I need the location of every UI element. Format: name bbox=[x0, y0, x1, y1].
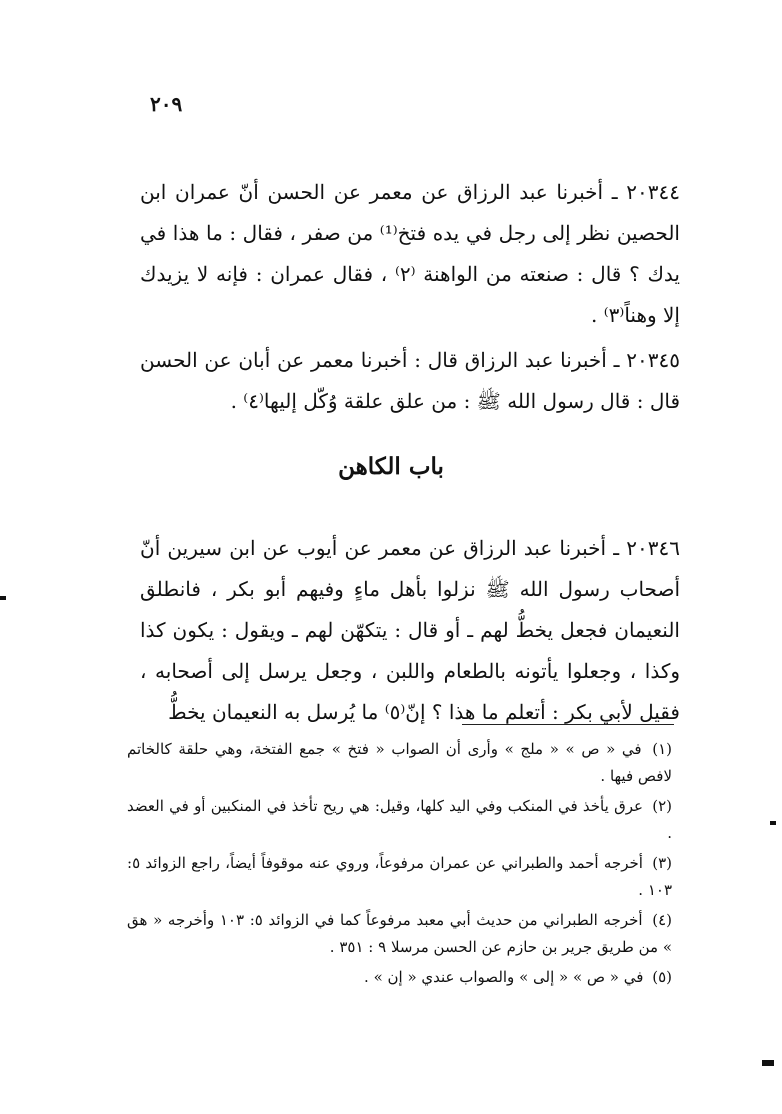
hadith-20345: ٢٠٣٤٥ ـ أخبرنا عبد الرزاق قال : أخبرنا معمر عن أبان عن الحسن قال : قال رسول الله ﷺ : من علق علقة وُكّل إليها⁽٤⁾ . bbox=[140, 348, 680, 413]
scan-margin-mark bbox=[0, 596, 6, 600]
footnote-text: في « ص » « ملج » وأرى أن الصواب « فتخ » جمع الفتخة، وهي حلقة كالخاتم لافص فيها . bbox=[127, 740, 672, 785]
footnote-item bbox=[127, 850, 672, 904]
scan-margin-mark bbox=[762, 1060, 774, 1066]
footnote-text: أخرجه الطبراني من حديث أبي معبد مرفوعاً كما في الزوائد ٥: ١٠٣ وأخرجه « هق » من طريق جرير بن حازم عن الحسن مرسلا ٩ : ٣٥١ . bbox=[127, 911, 672, 956]
footnote-number: (٣) bbox=[652, 854, 672, 872]
footnote-text: أخرجه أحمد والطبراني عن عمران مرفوعاً، وروي عنه موقوفاً أيضاً، راجع الزوائد ٥: ١٠٣ . bbox=[127, 854, 672, 899]
footnote-item bbox=[127, 907, 672, 961]
hadith-20346: ٢٠٣٤٦ ـ أخبرنا عبد الرزاق عن معمر عن أيوب عن ابن سيرين أنّ أصحاب رسول الله ﷺ نزلوا بأهل ماءٍ وفيهم أبو بكر ، فانطلق النعيمان فجعل يخطُّ لهم ـ أو قال : يتكهّن لهم ـ ويقول : يكون كذا وكذا ، وجعلوا يأتونه بالطعام واللبن ، وجعل يرسل إلى أصحابه ، فقيل لأبي بكر : أتعلم ما هذا ؟ إنّ⁽٥⁾ ما يُرسل به النعيمان يخطُّ bbox=[140, 536, 680, 724]
footnote-number: (٢) bbox=[652, 797, 672, 815]
footnote-number: (١) bbox=[652, 740, 672, 758]
footnotes bbox=[127, 736, 672, 994]
footnote-item bbox=[127, 964, 672, 991]
page-number: ٢٠٩ bbox=[150, 92, 183, 116]
footnote-item bbox=[127, 793, 672, 847]
footnote-number: (٤) bbox=[652, 911, 672, 929]
footnote-item bbox=[127, 736, 672, 790]
footnote-text: عرق يأخذ في المنكب وفي اليد كلها، وقيل: هي ريح تأخذ في المنكبين أو في العضد . bbox=[127, 797, 672, 842]
scan-margin-mark bbox=[770, 821, 776, 825]
footnote-number: (٥) bbox=[652, 968, 672, 986]
footnote-text: في « ص » « إلى » والصواب عندي « إن » . bbox=[364, 968, 644, 986]
footnote-divider bbox=[462, 724, 674, 725]
hadith-20344: ٢٠٣٤٤ ـ أخبرنا عبد الرزاق عن معمر عن الحسن أنّ عمران ابن الحصين نظر إلى رجل في يده فتخ⁽¹⁾ من صفر ، فقال : ما هذا في يدك ؟ قال : صنعته من الواهنة ⁽٢⁾ ، فقال عمران : فإنه لا يزيدك إلا وهناً⁽٣⁾ . bbox=[140, 180, 680, 327]
chapter-heading: باب الكاهن bbox=[338, 453, 444, 480]
